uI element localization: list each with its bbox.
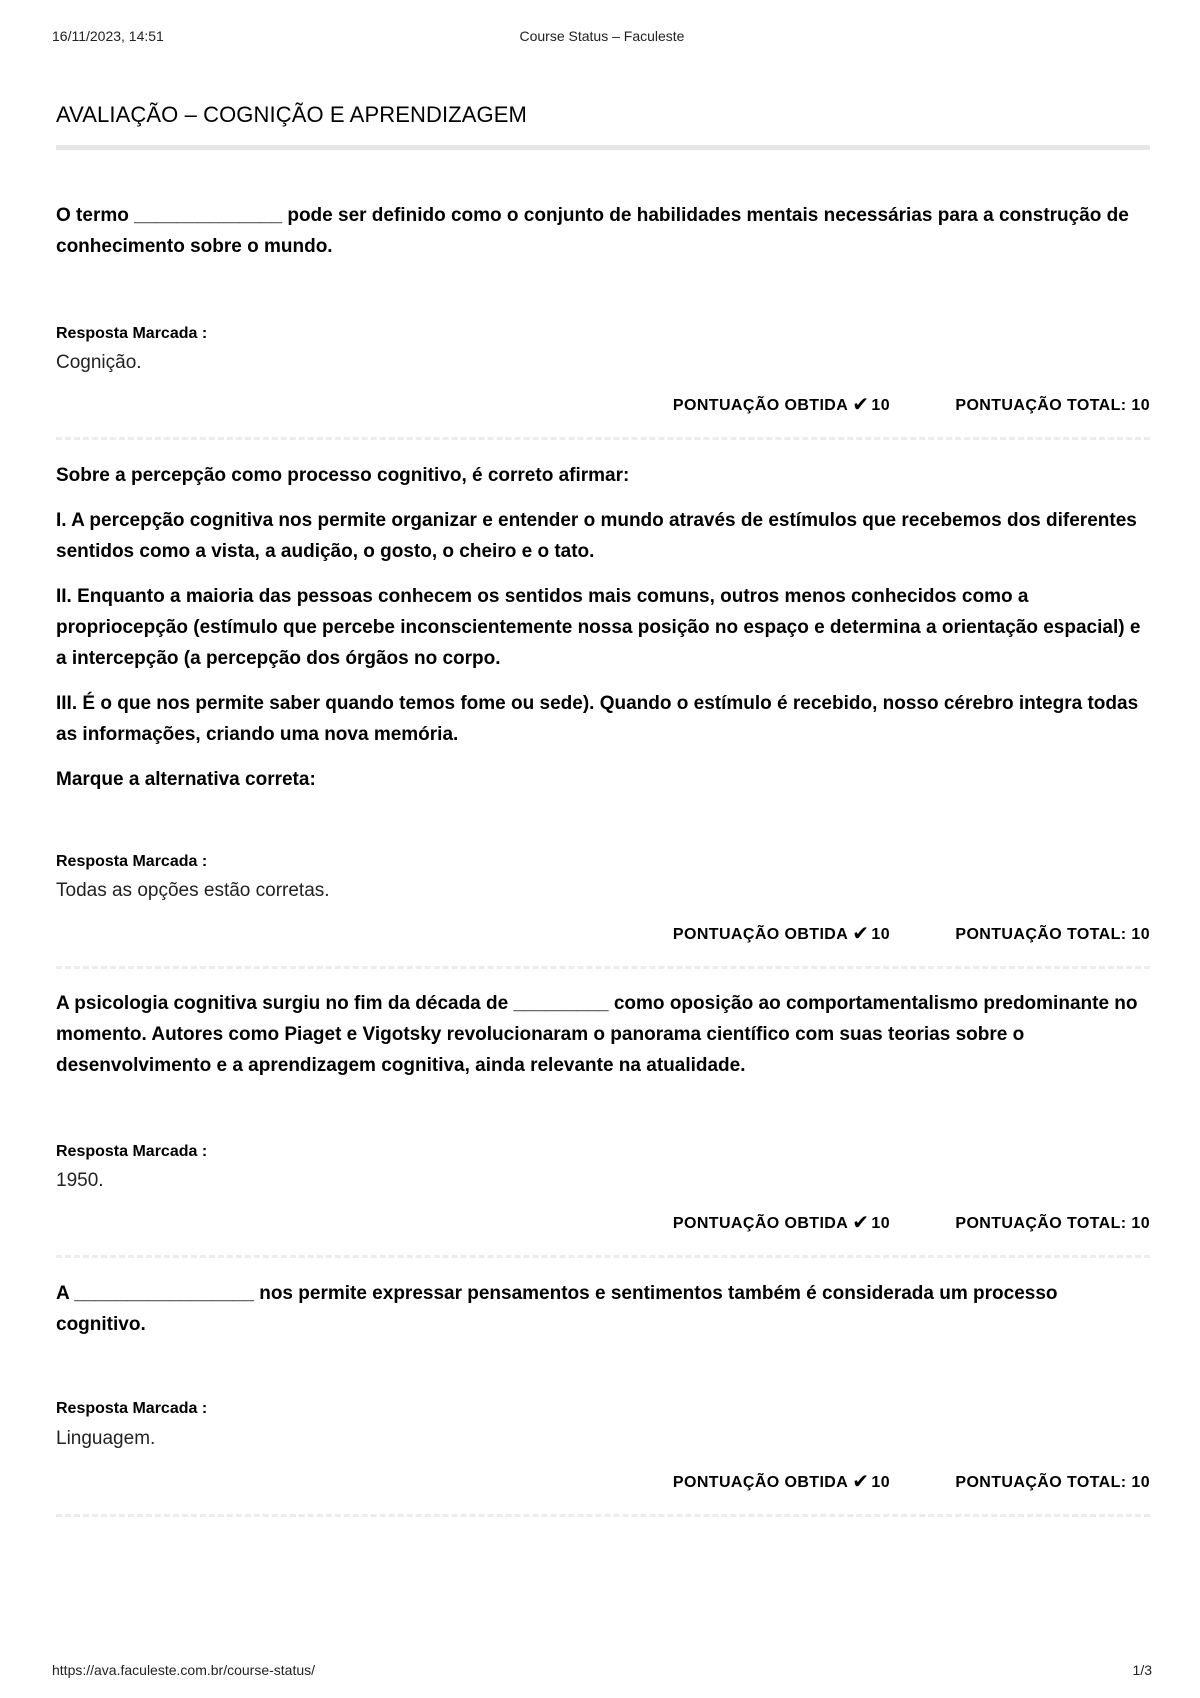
score-total	[955, 1215, 1150, 1233]
score-total-value: 10	[1131, 926, 1150, 943]
answer-value: Linguagem.	[56, 1428, 156, 1449]
print-footer	[52, 1662, 1152, 1682]
score-total	[955, 1474, 1150, 1492]
question-2	[56, 460, 1150, 975]
score-obtained-label: PONTUAÇÃO OBTIDA	[672, 926, 849, 943]
score-total-label: PONTUAÇÃO TOTAL:	[955, 926, 1127, 943]
print-doc-title: Course Status – Faculeste	[519, 28, 685, 44]
check-icon: ✔	[852, 1471, 870, 1493]
page-title: AVALIAÇÃO – COGNIÇÃO E APRENDIZAGEM	[56, 102, 527, 127]
answer-label: Resposta Marcada :	[56, 1143, 208, 1160]
score-obtained-value: 10	[871, 1474, 890, 1491]
score-row	[56, 1471, 1150, 1496]
question-1	[56, 200, 1150, 444]
score-obtained	[672, 1471, 890, 1493]
score-obtained-label: PONTUAÇÃO OBTIDA	[672, 397, 849, 414]
print-header	[52, 28, 1152, 48]
score-total-label: PONTUAÇÃO TOTAL:	[955, 397, 1127, 414]
score-total-value: 10	[1131, 1215, 1150, 1232]
question-paragraph: II. Enquanto a maioria das pessoas conhecem os sentidos mais comuns, outros menos conhecidos como a propriocepção (estímulo que percebe inconscientemente nossa posição no espaço e determina a orientação espacial) e a intercepção (a percepção dos órgãos no corpo.	[56, 586, 1141, 669]
question-text	[56, 200, 1150, 262]
title-divider	[56, 145, 1150, 150]
answer-label: Resposta Marcada :	[56, 325, 208, 342]
check-icon: ✔	[852, 923, 870, 945]
question-4	[56, 1278, 1150, 1528]
score-obtained-value: 10	[871, 926, 890, 943]
score-total	[955, 926, 1150, 944]
answer-value: Cognição.	[56, 352, 142, 373]
question-paragraph: Marque a alternativa correta:	[56, 769, 316, 790]
print-url: https://ava.faculeste.com.br/course-status/	[52, 1662, 316, 1678]
score-total	[955, 397, 1150, 415]
score-total-label: PONTUAÇÃO TOTAL:	[955, 1215, 1127, 1232]
score-obtained	[672, 1212, 890, 1234]
question-text	[56, 1278, 1150, 1340]
check-icon: ✔	[852, 1212, 870, 1234]
answer-value: Todas as opções estão corretas.	[56, 880, 330, 901]
question-paragraph: O termo ______________ pode ser definido como o conjunto de habilidades mentais necessárias para a construção de conhecimento sobre o mundo.	[56, 205, 1129, 257]
score-obtained-label: PONTUAÇÃO OBTIDA	[672, 1474, 849, 1491]
question-divider	[56, 1514, 1150, 1517]
question-divider	[56, 437, 1150, 440]
score-total-value: 10	[1131, 1474, 1150, 1491]
score-obtained-label: PONTUAÇÃO OBTIDA	[672, 1215, 849, 1232]
score-total-label: PONTUAÇÃO TOTAL:	[955, 1474, 1127, 1491]
score-row	[56, 1212, 1150, 1237]
print-datetime: 16/11/2023, 14:51	[52, 28, 164, 44]
score-row	[56, 394, 1150, 419]
score-obtained-value: 10	[871, 397, 890, 414]
answer-label: Resposta Marcada :	[56, 1400, 208, 1417]
question-paragraph: Sobre a percepção como processo cognitivo, é correto afirmar:	[56, 465, 630, 486]
answer-label: Resposta Marcada :	[56, 853, 208, 870]
question-divider	[56, 1255, 1150, 1258]
question-3	[56, 988, 1150, 1263]
page-number: 1/3	[1132, 1662, 1152, 1678]
question-text	[56, 460, 1150, 795]
question-paragraph: A psicologia cognitiva surgiu no fim da década de _________ como oposição ao comportamentalismo predominante no momento. Autores como Piaget e Vigotsky revolucionaram o panorama científico com suas teorias sobre o desenvolvimento e a aprendizagem cognitiva, ainda relevante na atualidade.	[56, 993, 1138, 1076]
answer-value: 1950.	[56, 1170, 104, 1191]
question-paragraph: III. É o que nos permite saber quando temos fome ou sede). Quando o estímulo é recebido, nosso cérebro integra todas as informações, criando uma nova memória.	[56, 693, 1139, 745]
score-obtained	[672, 394, 890, 416]
question-text	[56, 988, 1150, 1081]
question-paragraph: A _________________ nos permite expressar pensamentos e sentimentos também é considerada um processo cognitivo.	[56, 1283, 1058, 1335]
score-total-value: 10	[1131, 397, 1150, 414]
score-obtained-value: 10	[871, 1215, 890, 1232]
question-divider	[56, 966, 1150, 969]
score-obtained	[672, 923, 890, 945]
score-row	[56, 923, 1150, 948]
question-paragraph: I. A percepção cognitiva nos permite organizar e entender o mundo através de estímulos que recebemos dos diferentes sentidos como a vista, a audição, o gosto, o cheiro e o tato.	[56, 510, 1137, 562]
check-icon: ✔	[852, 394, 870, 416]
